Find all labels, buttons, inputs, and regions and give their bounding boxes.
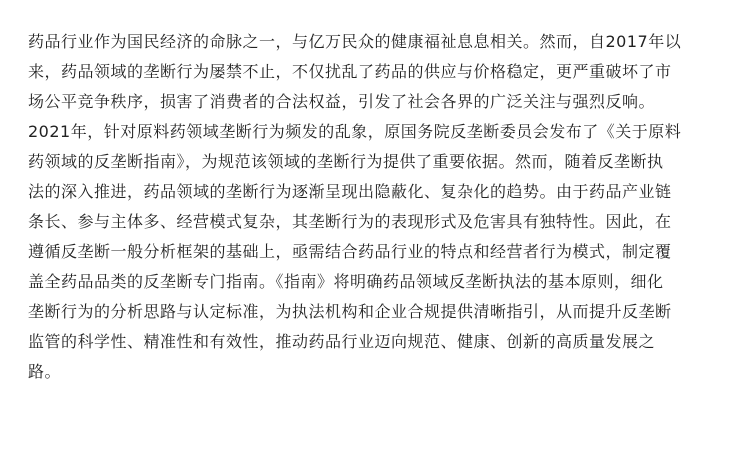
paragraph-1 <box>28 27 728 117</box>
text-line: 垄断行为的分析思路与认定标准，为执法机构和企业合规提供清晰指引，从而提升反垄断 <box>28 302 672 321</box>
text-line: 遵循反垄断一般分析框架的基础上，亟需结合药品行业的特点和经营者行为模式，制定覆 <box>28 242 672 261</box>
text-line: 盖全药品品类的反垄断专门指南。《指南》将明确药品领域反垄断执法的基本原则，细化 <box>28 272 664 291</box>
document-body <box>28 27 728 387</box>
text-line: 药品行业作为国民经济的命脉之一，与亿万民众的健康福祉息息相关。然而，自2017年以 <box>28 32 682 51</box>
text-line: 监管的科学性、精准性和有效性，推动药品行业迈向规范、健康、创新的高质量发展之 <box>28 332 656 351</box>
text-line: 法的深入推进，药品领域的垄断行为逐渐呈现出隐蔽化、复杂化的趋势。由于药品产业链 <box>28 182 672 201</box>
text-line: 来，药品领域的垄断行为屡禁不止，不仅扰乱了药品的供应与价格稳定，更严重破坏了市 <box>28 62 672 81</box>
text-line: 场公平竞争秩序，损害了消费者的合法权益，引发了社会各界的广泛关注与强烈反响。 <box>28 92 656 111</box>
text-line: 条长、参与主体多、经营模式复杂，其垄断行为的表现形式及危害具有独特性。因此，在 <box>28 212 672 231</box>
paragraph-2 <box>28 117 728 387</box>
text-line: 2021年，针对原料药领域垄断行为频发的乱象，原国务院反垄断委员会发布了《关于原料 <box>28 122 682 141</box>
text-line: 路。 <box>28 362 62 381</box>
text-line: 药领域的反垄断指南》，为规范该领域的垄断行为提供了重要依据。然而，随着反垄断执 <box>28 152 664 171</box>
